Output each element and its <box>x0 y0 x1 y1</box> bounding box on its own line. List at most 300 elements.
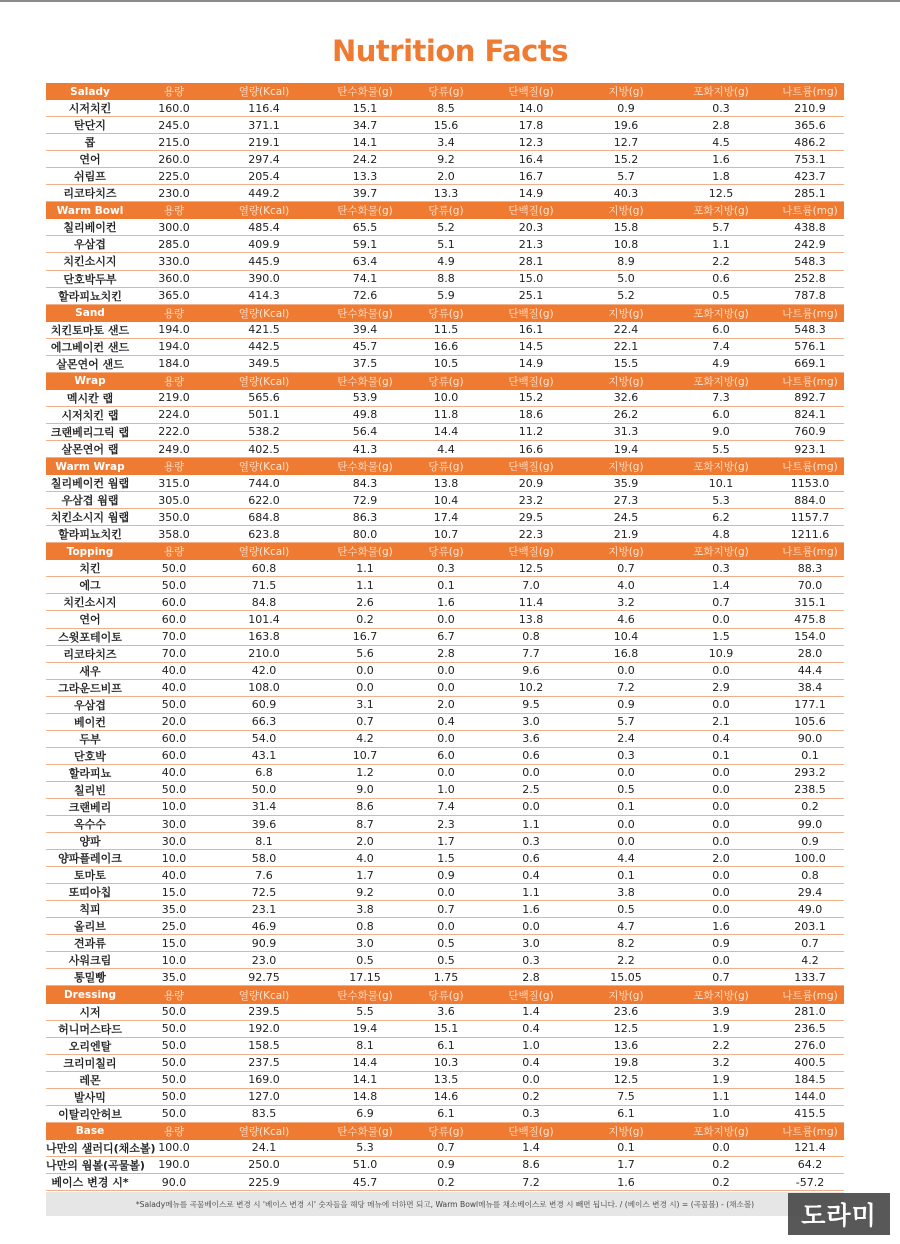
cell-saturated-fat: 4.9 <box>712 357 730 371</box>
cell-fat: 5.2 <box>617 289 635 303</box>
cell-carbs: 14.4 <box>352 1056 378 1070</box>
cell-protein: 0.4 <box>522 868 540 882</box>
cell-fat: 12.5 <box>613 1073 639 1087</box>
cell-calories: 205.4 <box>248 169 280 183</box>
cell-saturated-fat: 1.8 <box>712 169 730 183</box>
cell-protein: 17.8 <box>518 118 544 132</box>
cell-protein: 23.2 <box>518 493 544 507</box>
cell-sugars: 0.5 <box>437 936 455 950</box>
menu-item-name: 치킨소시지 웜랩 <box>50 511 130 525</box>
cell-protein: 22.3 <box>518 527 544 541</box>
cell-saturated-fat: 0.2 <box>712 1175 730 1189</box>
menu-item-name: 할라피뇨치킨 <box>58 289 122 303</box>
cell-calories: 210.0 <box>248 647 280 661</box>
section-header <box>46 305 844 322</box>
cell-saturated-fat: 7.4 <box>712 340 730 354</box>
cell-sugars: 6.1 <box>437 1039 455 1053</box>
cell-carbs: 34.7 <box>352 118 378 132</box>
menu-item-name: 할라피뇨치킨 <box>58 528 122 542</box>
cell-sodium: 0.7 <box>801 936 819 950</box>
cell-sugars: 13.3 <box>433 186 459 200</box>
cell-protein: 10.2 <box>518 681 544 695</box>
cell-calories: 414.3 <box>248 289 280 303</box>
menu-item-name: 탄단지 <box>74 119 106 133</box>
cell-fat: 16.8 <box>613 647 639 661</box>
cell-fat: 15.5 <box>613 357 639 371</box>
cell-calories: 46.9 <box>251 919 277 933</box>
cell-sugars: 1.0 <box>437 783 455 797</box>
table-row <box>46 748 844 765</box>
cell-calories: 84.8 <box>251 595 277 609</box>
column-header-serving: 용량 <box>163 86 185 99</box>
cell-sugars: 15.6 <box>433 118 459 132</box>
table-row <box>46 560 844 577</box>
cell-saturated-fat: 0.2 <box>712 1158 730 1172</box>
cell-protein: 1.1 <box>522 817 540 831</box>
cell-calories: 23.0 <box>251 953 277 967</box>
cell-saturated-fat: 1.6 <box>712 919 730 933</box>
cell-protein: 0.4 <box>522 1056 540 1070</box>
cell-sodium: -57.2 <box>795 1175 825 1189</box>
column-header-protein: 단백질(g) <box>508 307 554 320</box>
menu-item-name: 치킨소시지 <box>63 596 117 610</box>
cell-protein: 0.4 <box>522 1022 540 1036</box>
column-header-fat: 지방(g) <box>608 461 644 474</box>
cell-fat: 0.9 <box>617 698 635 712</box>
table-row <box>46 288 844 305</box>
cell-saturated-fat: 0.7 <box>712 970 730 984</box>
cell-sugars: 5.9 <box>437 289 455 303</box>
cell-protein: 14.5 <box>518 340 544 354</box>
cell-fat: 23.6 <box>613 1005 639 1019</box>
column-header-calories: 열량(Kcal) <box>238 461 290 474</box>
cell-carbs: 24.2 <box>352 152 378 166</box>
cell-protein: 0.3 <box>522 953 540 967</box>
cell-fat: 19.4 <box>613 442 639 456</box>
cell-sodium: 1153.0 <box>790 476 830 490</box>
cell-saturated-fat: 1.1 <box>712 237 730 251</box>
cell-sodium: 884.0 <box>794 493 826 507</box>
cell-sugars: 17.4 <box>433 510 459 524</box>
table-row <box>46 407 844 424</box>
cell-carbs: 0.0 <box>356 664 374 678</box>
menu-item-name: 오리엔탈 <box>68 1039 112 1053</box>
menu-item-name: 베이컨 <box>74 715 106 729</box>
cell-sugars: 5.2 <box>437 220 455 234</box>
cell-carbs: 19.4 <box>352 1022 378 1036</box>
menu-item-name: 베이스 변경 시* <box>51 1176 129 1190</box>
cell-fat: 4.0 <box>617 578 635 592</box>
column-header-carbs: 탄수화물(g) <box>337 375 393 388</box>
cell-sugars: 7.4 <box>437 800 455 814</box>
cell-saturated-fat: 0.4 <box>712 732 730 746</box>
cell-saturated-fat: 1.9 <box>712 1073 730 1087</box>
cell-calories: 225.9 <box>248 1175 280 1189</box>
cell-saturated-fat: 2.0 <box>712 851 730 865</box>
cell-calories: 92.75 <box>248 970 280 984</box>
cell-protein: 0.0 <box>522 1073 540 1087</box>
cell-fat: 4.7 <box>617 919 635 933</box>
cell-carbs: 4.0 <box>356 851 374 865</box>
table-row <box>46 833 844 850</box>
cell-sodium: 90.0 <box>797 732 823 746</box>
cell-protein: 0.0 <box>522 919 540 933</box>
cell-serving: 15.0 <box>161 885 187 899</box>
column-header-saturated-fat: 포화지방(g) <box>693 461 749 474</box>
menu-item-name: 치킨토마토 샌드 <box>50 323 130 337</box>
cell-calories: 501.1 <box>248 408 280 422</box>
table-row <box>46 151 844 168</box>
table-row <box>46 884 844 901</box>
cell-serving: 365.0 <box>158 289 190 303</box>
cell-calories: 7.6 <box>255 868 273 882</box>
cell-sugars: 6.7 <box>437 630 455 644</box>
menu-item-name: 나만의 웜볼(곡물볼) <box>46 1158 145 1172</box>
column-header-sugars: 당류(g) <box>428 546 464 559</box>
cell-serving: 60.0 <box>161 612 187 626</box>
cell-protein: 0.0 <box>522 800 540 814</box>
cell-sodium: 400.5 <box>794 1056 826 1070</box>
menu-item-name: 살몬연어 샌드 <box>56 357 124 371</box>
cell-calories: 421.5 <box>248 323 280 337</box>
cell-calories: 449.2 <box>248 186 280 200</box>
cell-fat: 0.5 <box>617 783 635 797</box>
cell-sugars: 11.8 <box>433 408 459 422</box>
cell-serving: 194.0 <box>158 340 190 354</box>
cell-protein: 14.9 <box>518 186 544 200</box>
cell-protein: 0.3 <box>522 1107 540 1121</box>
menu-item-name: 올리브 <box>74 920 106 934</box>
cell-sodium: 133.7 <box>794 970 826 984</box>
menu-item-name: 허니머스타드 <box>58 1022 122 1036</box>
cell-carbs: 59.1 <box>352 237 378 251</box>
cell-protein: 8.6 <box>522 1158 540 1172</box>
cell-saturated-fat: 6.2 <box>712 510 730 524</box>
column-header-protein: 단백질(g) <box>508 375 554 388</box>
cell-fat: 0.1 <box>617 1141 635 1155</box>
cell-calories: 71.5 <box>251 578 277 592</box>
cell-sugars: 0.7 <box>437 1141 455 1155</box>
cell-fat: 0.0 <box>617 766 635 780</box>
cell-protein: 0.0 <box>522 766 540 780</box>
cell-serving: 10.0 <box>161 800 187 814</box>
table-row <box>46 629 844 646</box>
cell-protein: 0.8 <box>522 630 540 644</box>
menu-item-name: 옥수수 <box>74 818 106 832</box>
menu-item-name: 치킨 <box>79 562 101 576</box>
cell-sugars: 1.7 <box>437 834 455 848</box>
cell-calories: 31.4 <box>251 800 277 814</box>
cell-serving: 100.0 <box>158 1141 190 1155</box>
section-name: Salady <box>70 85 110 98</box>
cell-protein: 11.4 <box>518 595 544 609</box>
cell-saturated-fat: 0.0 <box>712 783 730 797</box>
table-row <box>46 1055 844 1072</box>
column-header-saturated-fat: 포화지방(g) <box>693 1125 749 1138</box>
cell-protein: 16.6 <box>518 442 544 456</box>
column-header-protein: 단백질(g) <box>508 1125 554 1138</box>
menu-item-name: 통밀빵 <box>74 971 106 985</box>
cell-sugars: 4.9 <box>437 254 455 268</box>
cell-sodium: 105.6 <box>794 715 826 729</box>
cell-saturated-fat: 1.5 <box>712 630 730 644</box>
column-header-fat: 지방(g) <box>608 546 644 559</box>
menu-item-name: 양파플레이크 <box>58 852 122 866</box>
cell-sugars: 9.2 <box>437 152 455 166</box>
cell-carbs: 56.4 <box>352 425 378 439</box>
cell-carbs: 2.6 <box>356 595 374 609</box>
cell-fat: 8.9 <box>617 254 635 268</box>
cell-carbs: 53.9 <box>352 391 378 405</box>
menu-item-name: 크리미칠리 <box>63 1056 117 1070</box>
cell-serving: 249.0 <box>158 442 190 456</box>
column-header-carbs: 탄수화물(g) <box>337 461 393 474</box>
cell-fat: 1.6 <box>617 1175 635 1189</box>
cell-calories: 485.4 <box>248 220 280 234</box>
table-row <box>46 646 844 663</box>
cell-serving: 350.0 <box>158 510 190 524</box>
cell-saturated-fat: 0.5 <box>712 289 730 303</box>
menu-item-name: 콥 <box>84 136 96 150</box>
cell-serving: 300.0 <box>158 220 190 234</box>
cell-carbs: 1.1 <box>356 561 374 575</box>
menu-item-name: 시저치킨 랩 <box>61 408 119 422</box>
cell-saturated-fat: 12.5 <box>708 186 734 200</box>
section-name: Sand <box>75 307 105 320</box>
table-row <box>46 134 844 151</box>
cell-serving: 60.0 <box>161 749 187 763</box>
table-row <box>46 969 844 986</box>
column-header-protein: 단백질(g) <box>508 989 554 1002</box>
cell-sugars: 14.6 <box>433 1090 459 1104</box>
table-row <box>46 765 844 782</box>
column-header-protein: 단백질(g) <box>508 86 554 99</box>
cell-carbs: 0.2 <box>356 612 374 626</box>
cell-calories: 60.8 <box>251 561 277 575</box>
menu-item-name: 레몬 <box>79 1073 101 1087</box>
column-header-fat: 지방(g) <box>608 375 644 388</box>
column-header-protein: 단백질(g) <box>508 461 554 474</box>
cell-serving: 30.0 <box>161 817 187 831</box>
column-header-protein: 단백질(g) <box>508 205 554 218</box>
cell-sodium: 475.8 <box>794 612 826 626</box>
cell-sodium: 44.4 <box>797 664 823 678</box>
cell-saturated-fat: 2.1 <box>712 715 730 729</box>
cell-sugars: 0.2 <box>437 1175 455 1189</box>
table-row <box>46 918 844 935</box>
cell-sugars: 10.3 <box>433 1056 459 1070</box>
cell-protein: 0.2 <box>522 1090 540 1104</box>
cell-sodium: 760.9 <box>794 425 826 439</box>
cell-fat: 4.6 <box>617 612 635 626</box>
cell-fat: 0.0 <box>617 664 635 678</box>
column-header-carbs: 탄수화물(g) <box>337 1125 393 1138</box>
cell-sugars: 1.75 <box>433 970 459 984</box>
column-header-calories: 열량(Kcal) <box>238 546 290 559</box>
cell-protein: 15.2 <box>518 391 544 405</box>
menu-item-name: 견과류 <box>74 937 106 951</box>
menu-item-name: 새우 <box>79 664 101 678</box>
cell-saturated-fat: 6.0 <box>712 408 730 422</box>
cell-calories: 8.1 <box>255 834 273 848</box>
cell-sugars: 15.1 <box>433 1022 459 1036</box>
cell-protein: 14.0 <box>518 101 544 115</box>
cell-saturated-fat: 10.1 <box>708 476 734 490</box>
table-row <box>46 168 844 185</box>
column-header-sodium: 나트륨(mg) <box>782 375 838 388</box>
column-header-sodium: 나트륨(mg) <box>782 307 838 320</box>
column-header-carbs: 탄수화물(g) <box>337 86 393 99</box>
cell-fat: 13.6 <box>613 1039 639 1053</box>
cell-sugars: 2.8 <box>437 647 455 661</box>
cell-carbs: 1.7 <box>356 868 374 882</box>
column-header-serving: 용량 <box>163 989 185 1002</box>
cell-fat: 0.0 <box>617 834 635 848</box>
cell-calories: 623.8 <box>248 527 280 541</box>
cell-serving: 15.0 <box>161 936 187 950</box>
cell-calories: 169.0 <box>248 1073 280 1087</box>
menu-item-name: 멕시칸 랩 <box>66 391 114 405</box>
cell-protein: 25.1 <box>518 289 544 303</box>
cell-protein: 18.6 <box>518 408 544 422</box>
cell-serving: 60.0 <box>161 732 187 746</box>
cell-calories: 538.2 <box>248 425 280 439</box>
menu-item-name: 사워크림 <box>68 954 112 968</box>
cell-sodium: 4.2 <box>801 953 819 967</box>
cell-sodium: 1211.6 <box>790 527 830 541</box>
cell-saturated-fat: 4.8 <box>712 527 730 541</box>
cell-saturated-fat: 0.3 <box>712 101 730 115</box>
cell-sodium: 184.5 <box>794 1073 826 1087</box>
cell-fat: 19.6 <box>613 118 639 132</box>
cell-sugars: 2.3 <box>437 817 455 831</box>
cell-calories: 108.0 <box>248 681 280 695</box>
cell-fat: 15.8 <box>613 220 639 234</box>
cell-fat: 3.8 <box>617 885 635 899</box>
column-header-serving: 용량 <box>163 461 185 474</box>
cell-protein: 2.5 <box>522 783 540 797</box>
cell-sodium: 154.0 <box>794 630 826 644</box>
cell-fat: 2.2 <box>617 953 635 967</box>
cell-protein: 1.6 <box>522 902 540 916</box>
cell-fat: 21.9 <box>613 527 639 541</box>
cell-protein: 21.3 <box>518 237 544 251</box>
nutrition-table <box>46 83 844 1191</box>
cell-calories: 250.0 <box>248 1158 280 1172</box>
cell-protein: 1.1 <box>522 885 540 899</box>
cell-saturated-fat: 6.0 <box>712 323 730 337</box>
cell-sodium: 438.8 <box>794 220 826 234</box>
column-header-calories: 열량(Kcal) <box>238 205 290 218</box>
section-header <box>46 373 844 390</box>
column-header-serving: 용량 <box>163 1125 185 1138</box>
table-row <box>46 799 844 816</box>
column-header-saturated-fat: 포화지방(g) <box>693 307 749 320</box>
menu-item-name: 쉬림프 <box>74 170 106 184</box>
table-row <box>46 1106 844 1123</box>
section-name: Warm Wrap <box>55 460 125 473</box>
cell-fat: 3.2 <box>617 595 635 609</box>
cell-fat: 40.3 <box>613 186 639 200</box>
cell-carbs: 2.0 <box>356 834 374 848</box>
cell-fat: 22.1 <box>613 340 639 354</box>
cell-carbs: 1.2 <box>356 766 374 780</box>
cell-sodium: 0.8 <box>801 868 819 882</box>
cell-serving: 245.0 <box>158 118 190 132</box>
cell-sugars: 0.0 <box>437 612 455 626</box>
cell-fat: 10.4 <box>613 630 639 644</box>
cell-carbs: 14.8 <box>352 1090 378 1104</box>
cell-carbs: 51.0 <box>352 1158 378 1172</box>
section-name: Wrap <box>74 375 106 388</box>
menu-item-name: 양파 <box>79 835 101 849</box>
cell-sodium: 281.0 <box>794 1005 826 1019</box>
cell-sugars: 0.0 <box>437 732 455 746</box>
cell-protein: 20.9 <box>518 476 544 490</box>
cell-carbs: 8.6 <box>356 800 374 814</box>
table-row <box>46 492 844 509</box>
cell-sugars: 0.0 <box>437 885 455 899</box>
table-row <box>46 952 844 969</box>
menu-item-name: 스윗포테이토 <box>58 630 122 644</box>
cell-calories: 66.3 <box>251 715 277 729</box>
cell-protein: 29.5 <box>518 510 544 524</box>
cell-carbs: 0.8 <box>356 919 374 933</box>
cell-saturated-fat: 1.4 <box>712 578 730 592</box>
section-header <box>46 986 844 1003</box>
cell-carbs: 72.9 <box>352 493 378 507</box>
cell-sodium: 0.9 <box>801 834 819 848</box>
menu-item-name: 그라운드비프 <box>58 681 122 695</box>
table-row <box>46 1038 844 1055</box>
column-header-carbs: 탄수화물(g) <box>337 989 393 1002</box>
cell-sugars: 10.5 <box>433 357 459 371</box>
cell-saturated-fat: 0.0 <box>712 953 730 967</box>
menu-item-name: 칙피 <box>79 903 101 917</box>
table-row <box>46 1157 844 1174</box>
table-row <box>46 253 844 270</box>
menu-item-name: 단호박 <box>74 749 106 763</box>
column-header-protein: 단백질(g) <box>508 546 554 559</box>
cell-calories: 349.5 <box>248 357 280 371</box>
cell-fat: 32.6 <box>613 391 639 405</box>
cell-calories: 83.5 <box>251 1107 277 1121</box>
cell-calories: 371.1 <box>248 118 280 132</box>
cell-protein: 15.0 <box>518 272 544 286</box>
column-header-fat: 지방(g) <box>608 205 644 218</box>
cell-fat: 4.4 <box>617 851 635 865</box>
cell-protein: 11.2 <box>518 425 544 439</box>
cell-serving: 20.0 <box>161 715 187 729</box>
cell-sugars: 14.4 <box>433 425 459 439</box>
cell-carbs: 3.0 <box>356 936 374 950</box>
cell-fat: 8.2 <box>617 936 635 950</box>
cell-serving: 40.0 <box>161 664 187 678</box>
cell-sugars: 8.5 <box>437 101 455 115</box>
cell-sodium: 415.5 <box>794 1107 826 1121</box>
cell-carbs: 3.1 <box>356 698 374 712</box>
menu-item-name: 크랜베리 <box>68 800 112 814</box>
cell-carbs: 49.8 <box>352 408 378 422</box>
table-row <box>46 935 844 952</box>
column-header-fat: 지방(g) <box>608 86 644 99</box>
cell-calories: 101.4 <box>248 612 280 626</box>
column-header-sodium: 나트륨(mg) <box>782 1125 838 1138</box>
menu-item-name: 우삼겹 <box>74 698 106 712</box>
cell-sodium: 923.1 <box>794 442 826 456</box>
cell-saturated-fat: 1.0 <box>712 1107 730 1121</box>
cell-serving: 194.0 <box>158 323 190 337</box>
